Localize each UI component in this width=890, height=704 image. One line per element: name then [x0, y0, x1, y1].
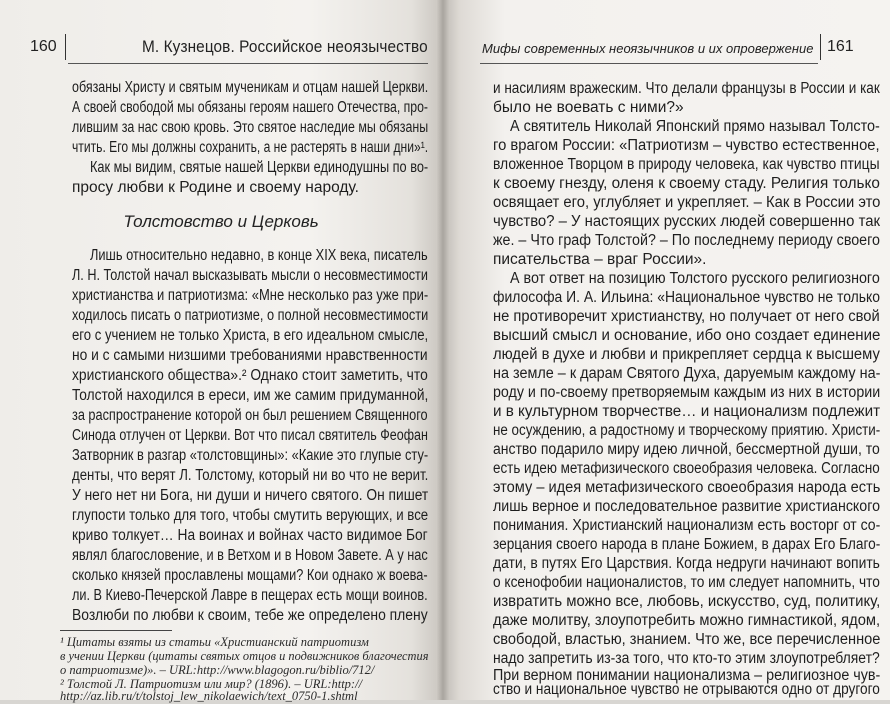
- text-line: христианства и патриотизма: «Мне несколько раз уже при-: [72, 287, 429, 304]
- left-header-rule: [68, 63, 428, 64]
- right-page-number: 161: [827, 38, 854, 55]
- text-line: Возлюби по любви к своим, тебе же определено плену: [72, 607, 428, 624]
- text-line: о ксенофобии националистов, то им следует напомнить, что: [493, 574, 880, 591]
- text-line: Синода отлучен от Церкви. Вот что писал святитель Феофан: [72, 427, 428, 444]
- text-line: лившим за нас свою кровь. Это святое наследие мы обязаны: [72, 119, 429, 136]
- text-line: Как мы видим, святые нашей Церкви единодушны по во-: [90, 159, 429, 176]
- text-line: ходилось писать о патриотизме, о полной несовместимости: [72, 307, 429, 324]
- text-line: людей в духе и любви и прикрепляет сердца к высшему: [493, 346, 880, 363]
- text-line: ли. В Киево-Печерской Лавре в пещерах есть мощи воинов.: [72, 587, 428, 604]
- text-line: извратить можно все, любовь, искусство, суд, политику,: [493, 593, 881, 610]
- text-line: вложенное Творцом в природу человека, как чувство птицы: [493, 156, 880, 173]
- text-line: А вот ответ на позицию Толстого русского религиозного: [510, 270, 880, 287]
- text-line: и насилиям вражеским. Что делали французы в России и как: [493, 80, 880, 97]
- text-line: зерцания своего народа в плане Божием, в дарах Его Благо-: [493, 536, 881, 553]
- text-line: даже молитву, злоупотребить можно гимнастикой, ядом,: [493, 612, 881, 629]
- text-line: писательства – враг России».: [493, 251, 707, 268]
- text-line: не противоречит христианству, но получает от него свой: [493, 308, 880, 325]
- text-line: этому – идея метафизического своеобразия народа есть: [493, 479, 881, 496]
- text-line: философа И. А. Ильина: «Национальное чувство не только: [493, 289, 880, 306]
- text-line: его с учением не только Христа, в его идеальном смысле,: [72, 327, 429, 344]
- text-line: глупости только для того, чтобы смутить верующих, и все: [72, 507, 429, 524]
- text-line: обязаны Христу и святым мученикам и отцам нашей Церкви.: [72, 79, 429, 96]
- text-line: Толстой находился в ереси, им же самим придуманной,: [72, 387, 429, 404]
- text-line: освящает его, углубляет и укрепляет. – Как в России это: [493, 194, 881, 211]
- text-line: го врагом России: «Патриотизм – чувство естественное,: [493, 137, 880, 154]
- text-line: лишь верное и последовательное развитие христианского: [493, 498, 880, 515]
- text-line: понимания. Христианский национализм есть восторг от со-: [493, 517, 881, 534]
- footnote-rule: [60, 630, 172, 631]
- text-line: денты, что верят Л. Толстому, который ни во что не верит.: [72, 467, 429, 484]
- footnote-line: о патриотизме)». – URL:http://www.blagogon.ru/biblio/712/: [60, 663, 375, 677]
- text-line: криво толкует… На воинах и войнах часто видимое Бог: [72, 527, 428, 544]
- footnote-line: ² Толстой Л. Патриотизм или мир? (1896). – URL:http://: [60, 677, 363, 691]
- text-line: При верном понимании национализма – религиозное чув-: [493, 667, 881, 684]
- text-line: Л. Н. Толстой начал высказывать мысли о несовместимости: [72, 267, 428, 284]
- text-line: к своему гнезду, оленя к своему стаду. Религия только: [493, 175, 880, 192]
- text-line: было не воевать с ними?»: [493, 99, 684, 116]
- left-header-divider: [65, 34, 66, 60]
- text-line: А своей свободой мы обязаны героям нашего Отечества, про-: [72, 99, 428, 116]
- left-page-number: 160: [30, 38, 57, 55]
- text-line: чувство? – У настоящих русских людей совершенно так: [493, 213, 881, 230]
- text-line: анство подарило миру идею личной, бессмертной души, то: [493, 441, 880, 458]
- text-line: просу любви к Родине и своему народу.: [72, 179, 359, 196]
- book-gutter: [436, 0, 450, 700]
- section-heading: Толстовство и Церковь: [123, 212, 319, 231]
- text-line: Лишь относительно недавно, в конце XIX века, писатель: [90, 247, 428, 264]
- footnote-line: http://az.lib.ru/t/tolstoj_lew_nikolaewich/text_0750-1.shtml: [60, 689, 358, 703]
- text-line: высший смысл и основание, ибо оно создает единение: [493, 327, 881, 344]
- right-header-divider: [820, 34, 821, 60]
- text-line: есть идею метафизического своеобразия человека. Согласно: [493, 460, 880, 477]
- text-line: но и с самыми низшими требованиями нравственности: [72, 347, 428, 364]
- text-line: свободой, властью, знанием. Что же, все перечисленное: [493, 631, 881, 648]
- text-line: же. – Что граф Толстой? – По последнему периоду своего: [493, 232, 880, 249]
- text-line: чтить. Его мы должны сохранить, а не растерять в наши дни»¹.: [72, 139, 429, 156]
- text-line: на земле – к дарам Святого Духа, даруемым каждому на-: [493, 365, 881, 382]
- text-line: являл благословение, и в Ветхом и в Новом Завете. А у нас: [72, 547, 428, 564]
- text-line: не осуждению, а радостному и творческому приятию. Христи-: [493, 422, 881, 439]
- text-line: У него нет ни Бога, ни души и ничего святого. Он пишет: [72, 487, 429, 504]
- right-header-rule: [480, 63, 818, 64]
- text-line: А святитель Николай Японский прямо называл Толсто-: [510, 118, 880, 135]
- text-line: сколько князей прославлены мощами? Кои однако ж воева-: [72, 567, 428, 584]
- text-line: надо запретить из-за того, что кто-то этим злоупотребляет?: [493, 650, 880, 667]
- text-line: христианского общества».² Однако стоит заметить, что: [72, 367, 428, 384]
- text-line: дати, в путях Его Царствия. Когда недруги начинают вопить: [493, 555, 880, 572]
- text-line: Затворник в разгар «толстовщины»: «Какие это глупые сту-: [72, 447, 429, 464]
- footnote-line: в учении Церкви (цитаты святых отцов и подвижников благочестия: [60, 649, 429, 663]
- text-line: роду и по-своему претворяемым каждым из них в истории: [493, 384, 881, 401]
- text-line: и в культурном творчестве… и национализм подлежит: [493, 403, 881, 420]
- text-line: за распространение которой он был решением Священного: [72, 407, 428, 424]
- left-running-head: М. Кузнецов. Российское неоязычество: [142, 38, 428, 56]
- right-running-head: Мифы современных неоязычников и их опровержение: [482, 41, 814, 56]
- text-line: ство и национальное чувство не отрываются одно от другого: [493, 681, 880, 698]
- footnote-line: ¹ Цитаты взяты из статьи «Христианский патриотизм: [60, 635, 369, 649]
